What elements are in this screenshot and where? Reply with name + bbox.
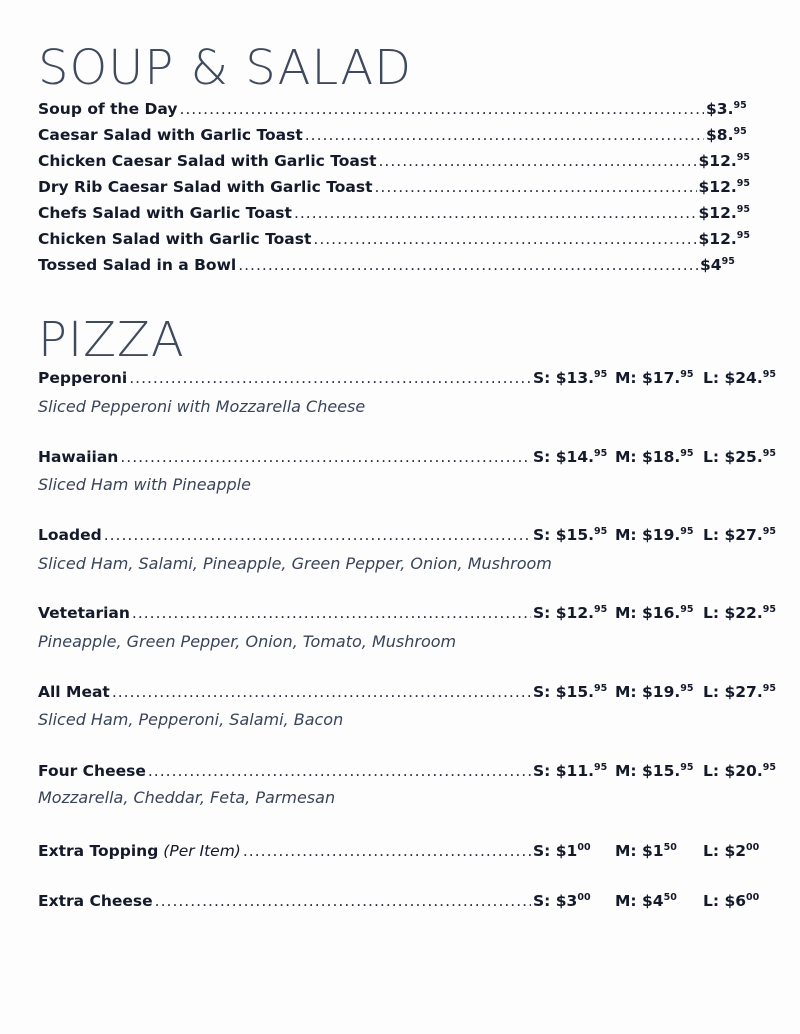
item-description: Pineapple, Green Pepper, Onion, Tomato, Mushroom (38, 632, 457, 651)
item-price: $8.95 (706, 126, 747, 144)
pizza-item-extra-cheese (38, 892, 778, 910)
menu-item (38, 126, 750, 144)
large-price: L: $24.95 (703, 369, 776, 387)
medium-price: M: $18.95 (615, 448, 694, 466)
item-description: Sliced Ham, Salami, Pineapple, Green Pepper, Onion, Mushroom (38, 554, 552, 573)
item-price: $\$4^{95}$ (700, 256, 735, 274)
size-prices (533, 369, 778, 387)
large-price: L: $20.95 (703, 762, 776, 780)
pizza-item-hawaiian (38, 448, 778, 466)
large-price: L: $\$6^{00}$ (703, 892, 760, 910)
item-description: Mozzarella, Cheddar, Feta, Parmesan (38, 788, 336, 807)
small-price: S: $15.95 (533, 526, 608, 544)
large-price: L: $22.95 (703, 604, 776, 622)
item-price: $12.95 (698, 230, 750, 248)
medium-price: M: $15.95 (615, 762, 694, 780)
soup-salad-title: SOUP & SALAD (38, 40, 413, 96)
leader-dots (378, 152, 696, 170)
leader-dots (148, 762, 531, 780)
leader-dots (120, 448, 531, 466)
pizza-item-vetetarian (38, 604, 778, 622)
item-name: Chefs Salad with Garlic Toast (38, 204, 292, 222)
menu-item (38, 178, 750, 196)
item-name: Chicken Caesar Salad with Garlic Toast (38, 152, 377, 170)
leader-dots (313, 230, 696, 248)
size-prices (533, 448, 778, 466)
large-price: L: $27.95 (703, 526, 776, 544)
item-note: (Per Item) (163, 842, 241, 860)
size-prices (533, 526, 778, 544)
medium-price: M: $19.95 (615, 683, 694, 701)
menu-item (38, 256, 744, 274)
item-price: $3.95 (706, 100, 747, 118)
item-name: Loaded (38, 526, 102, 544)
item-description: Sliced Pepperoni with Mozzarella Cheese (38, 397, 366, 416)
leader-dots (294, 204, 697, 222)
item-name: Extra Cheese (38, 892, 153, 910)
large-price: L: $27.95 (703, 683, 776, 701)
medium-price: M: $19.95 (615, 526, 694, 544)
menu-item (38, 152, 750, 170)
pizza-item-pepperoni (38, 369, 778, 387)
leader-dots (129, 369, 531, 387)
large-price: L: $\$2^{00}$ (703, 842, 760, 860)
item-name: All Meat (38, 683, 110, 701)
item-name: Four Cheese (38, 762, 146, 780)
small-price: S: $12.95 (533, 604, 608, 622)
item-description: Sliced Ham, Pepperoni, Salami, Bacon (38, 710, 344, 729)
item-name: Chicken Salad with Garlic Toast (38, 230, 312, 248)
item-price: $12.95 (698, 178, 750, 196)
item-name: Extra Topping (38, 842, 159, 860)
item-name: Soup of the Day (38, 100, 178, 118)
size-prices (533, 892, 778, 910)
size-prices (533, 683, 778, 701)
small-price: S: $13.95 (533, 369, 608, 387)
pizza-item-four-cheese (38, 762, 778, 780)
leader-dots (238, 256, 698, 274)
size-prices (533, 762, 778, 780)
item-name: Dry Rib Caesar Salad with Garlic Toast (38, 178, 373, 196)
item-name: Vetetarian (38, 604, 130, 622)
pizza-item-all-meat (38, 683, 778, 701)
small-price: S: $\$1^{00}$ (533, 842, 591, 860)
item-price: $12.95 (698, 152, 750, 170)
medium-price: M: $\$4^{50}$ (615, 892, 677, 910)
leader-dots (155, 892, 531, 910)
pizza-item-extra-topping (38, 842, 778, 860)
menu-item (38, 204, 750, 222)
medium-price: M: $17.95 (615, 369, 694, 387)
leader-dots (104, 526, 531, 544)
leader-dots (374, 178, 696, 196)
medium-price: M: $\$1^{50}$ (615, 842, 677, 860)
menu-item (38, 100, 750, 118)
item-description: Sliced Ham with Pineapple (38, 475, 251, 494)
item-name: Tossed Salad in a Bowl (38, 256, 237, 274)
size-prices (533, 604, 778, 622)
item-price: $12.95 (698, 204, 750, 222)
leader-dots (132, 604, 531, 622)
size-prices (533, 842, 778, 860)
leader-dots (305, 126, 704, 144)
menu-item (38, 230, 750, 248)
item-name: Pepperoni (38, 369, 128, 387)
small-price: S: $15.95 (533, 683, 608, 701)
large-price: L: $25.95 (703, 448, 776, 466)
item-name: Hawaiian (38, 448, 119, 466)
small-price: S: $\$3^{00}$ (533, 892, 591, 910)
small-price: S: $11.95 (533, 762, 608, 780)
leader-dots (243, 842, 531, 860)
small-price: S: $14.95 (533, 448, 608, 466)
leader-dots (112, 683, 531, 701)
leader-dots (179, 100, 704, 118)
pizza-title: PIZZA (38, 312, 185, 368)
medium-price: M: $16.95 (615, 604, 694, 622)
pizza-item-loaded (38, 526, 778, 544)
item-name: Caesar Salad with Garlic Toast (38, 126, 303, 144)
